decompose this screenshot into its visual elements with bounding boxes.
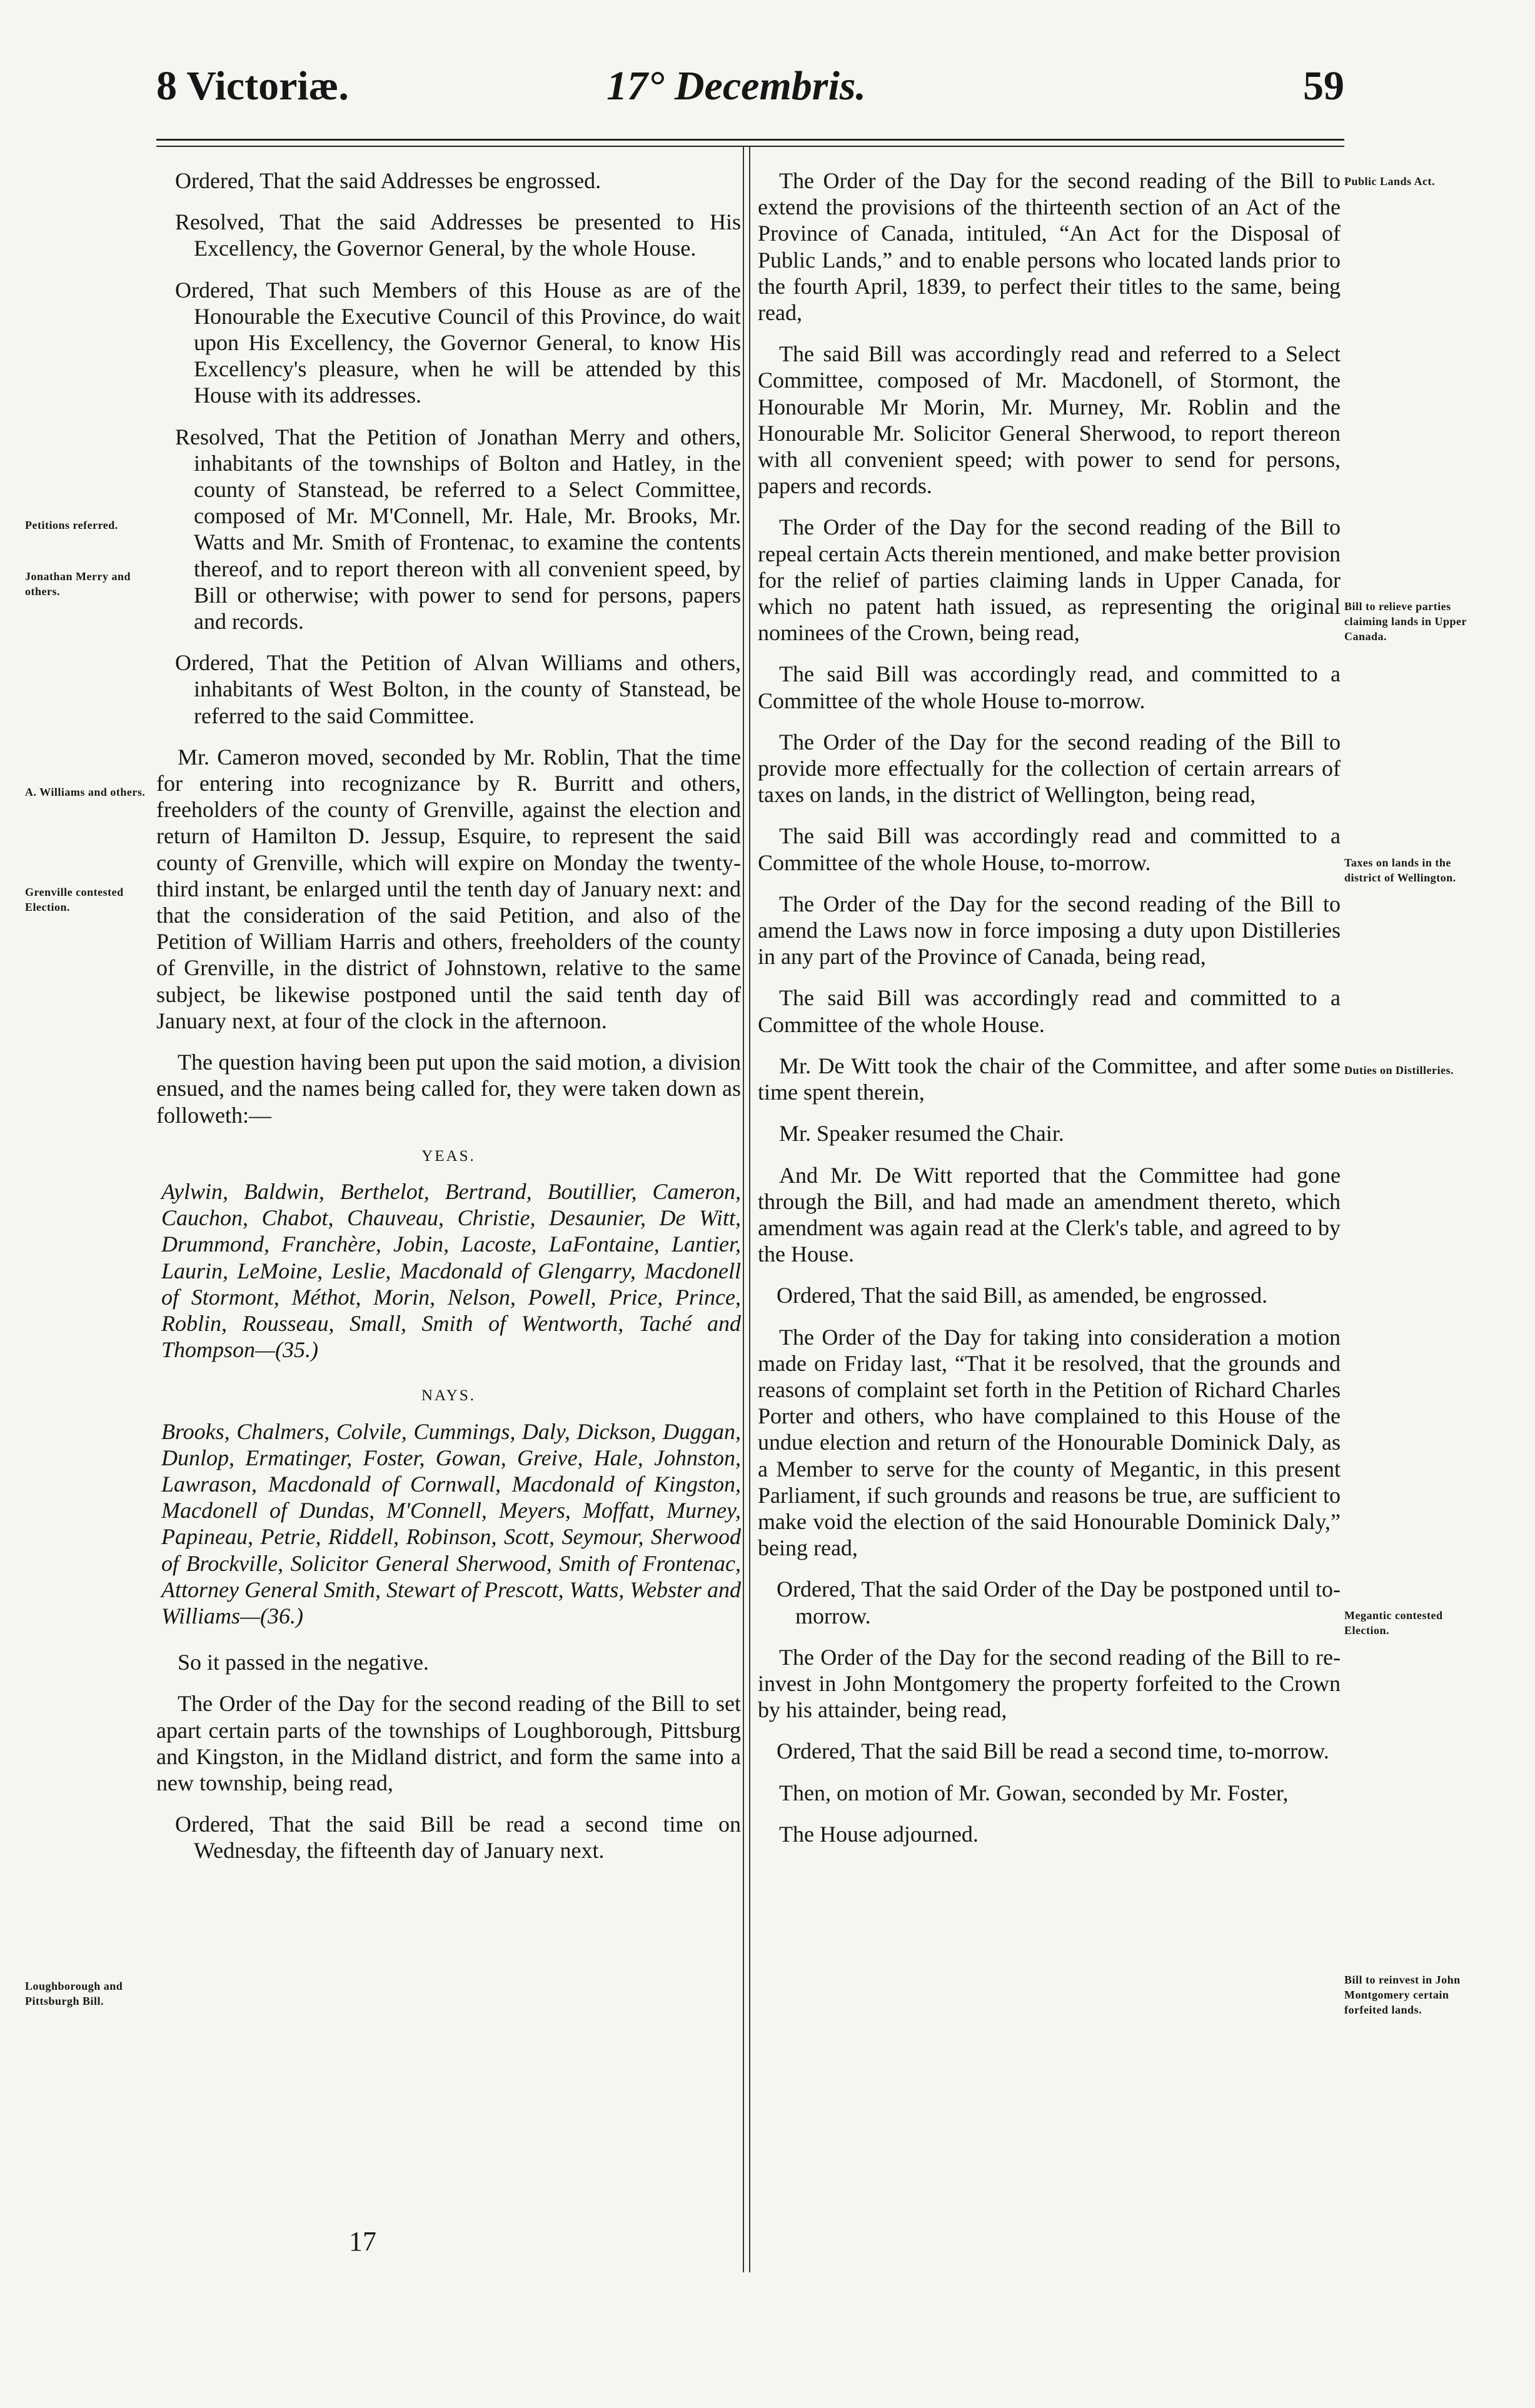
header-rule bbox=[156, 139, 1344, 141]
paragraph: Resolved, That the Petition of Jonathan Merry and others, inhabitants of the townships of Bolton and Hatley, in the county of Stanstead, be referred to a Select Committee, composed of Mr. M'Connell, Mr. Hale, Mr. Brooks, Mr. Watts and Mr. Smith of Frontenac, to examine the contents thereof, and to report thereon with all convenient speed, by Bill or otherwise; with power to send for persons, papers and records. bbox=[175, 424, 741, 635]
margin-note: A. Williams and others. bbox=[25, 786, 146, 798]
margin-note: Petitions referred. bbox=[25, 519, 118, 531]
paragraph: Ordered, That the said Bill be read a second time on Wednesday, the fifteenth day of January next. bbox=[175, 1812, 741, 1864]
margin-note: Jonathan Merry and others. bbox=[25, 570, 131, 598]
page-header bbox=[156, 63, 1344, 131]
margin-note: Loughborough and Pittsburgh Bill. bbox=[25, 1980, 123, 2007]
right-column bbox=[758, 168, 1341, 1862]
paragraph: Then, on motion of Mr. Gowan, seconded by Mr. Foster, bbox=[779, 1780, 1289, 1805]
column-divider bbox=[743, 147, 744, 2272]
paragraph: Ordered, That such Members of this House as are of the Honourable the Executive Council of this Province, do wait upon His Excellency, the Governor General, to know His Excellency's pleasure, when he will be attended by this House with its addresses. bbox=[175, 277, 741, 408]
column-divider bbox=[749, 147, 750, 2272]
paragraph: Mr. Speaker resumed the Chair. bbox=[779, 1121, 1064, 1146]
nays-list: Brooks, Chalmers, Colvile, Cummings, Daly, Dickson, Duggan, Dunlop, Ermatinger, Foster, Gowan, Greive, Hale, Johnston, Lawrason, Macdonald of Cornwall, Macdonald of Kingston, Macdonell of Dundas, M'Connell, Meyers, Moffatt, Murney, Papineau, Petrie, Riddell, Robinson, Scott, Seymour, Sherwood of Brockville, Solicitor General Sherwood, Smith of Frontenac, Attorney General Smith, Stewart of Prescott, Watts, Webster and Williams—(36.) bbox=[161, 1418, 741, 1628]
margin-note: Taxes on lands in the district of Wellington. bbox=[1344, 856, 1456, 884]
paragraph: Resolved, That the said Addresses be presented to His Excellency, the Governor General, by the whole House. bbox=[175, 209, 741, 261]
margin-note: Grenville contested Election. bbox=[25, 886, 124, 913]
paragraph: Mr. De Witt took the chair of the Committee, and after some time spent therein, bbox=[758, 1053, 1341, 1105]
margin-note: Public Lands Act. bbox=[1344, 175, 1436, 188]
paragraph: The Order of the Day for the second reading of the Bill to amend the Laws now in force imposing a duty upon Distilleries in any part of the Province of Canada, being read, bbox=[758, 891, 1341, 970]
paragraph: And Mr. De Witt reported that the Committee had gone through the Bill, and had made an amendment thereto, which amendment was again read at the Clerk's table, and agreed to by the House. bbox=[758, 1162, 1341, 1267]
margin-note: Bill to reinvest in John Montgomery certain forfeited lands. bbox=[1344, 1974, 1461, 2016]
paragraph: The said Bill was accordingly read and committed to a Committee of the whole House. bbox=[758, 985, 1341, 1037]
yeas-heading: YEAS. bbox=[421, 1147, 476, 1165]
paragraph: The said Bill was accordingly read, and committed to a Committee of the whole House to-morrow. bbox=[758, 661, 1341, 713]
nays-heading: NAYS. bbox=[421, 1387, 476, 1405]
paragraph: The said Bill was accordingly read and referred to a Select Committee, composed of Mr. Macdonell, of Stormont, the Honourable Mr Morin, Mr. Murney, Mr. Roblin and the Honourable Mr. Solicitor General Sherwood, to report thereon with all convenient speed; with power to send for persons, papers and records. bbox=[758, 341, 1341, 499]
left-column bbox=[156, 168, 741, 1879]
paragraph: The Order of the Day for the second reading of the Bill to repeal certain Acts therein mentioned, and make better provision for the relief of parties claiming lands in Upper Canada, for which no patent hath issued, as representing the original nominees of the Crown, being read, bbox=[758, 514, 1341, 646]
page-number: 59 bbox=[1303, 63, 1344, 109]
paragraph: The House adjourned. bbox=[779, 1821, 979, 1847]
paragraph: Ordered, That the Petition of Alvan Williams and others, inhabitants of West Bolton, in the county of Stanstead, be referred to the said Committee. bbox=[175, 650, 741, 728]
margin-note: Megantic contested Election. bbox=[1344, 1609, 1443, 1637]
paragraph: So it passed in the negative. bbox=[178, 1650, 429, 1675]
paragraph: The Order of the Day for the second reading of the Bill to re-invest in John Montgomery the property forfeited to the Crown by his attainder, being read, bbox=[758, 1644, 1341, 1723]
header-rule-thin bbox=[156, 146, 1344, 147]
paragraph: The Order of the Day for the second reading of the Bill to extend the provisions of the thirteenth section of an Act of the Province of Canada, intituled, “An Act for the Disposal of Public Lands,” and to enable persons who located lands prior to the fourth April, 1839, to perfect their titles to the same, being read, bbox=[758, 168, 1341, 326]
paragraph: The Order of the Day for the second reading of the Bill to provide more effectually for the collection of certain arrears of taxes on lands, in the district of Wellington, being read, bbox=[758, 729, 1341, 808]
paragraph: The said Bill was accordingly read and committed to a Committee of the whole House, to-morrow. bbox=[758, 823, 1341, 875]
margin-note: Duties on Distilleries. bbox=[1344, 1064, 1454, 1076]
paragraph: Ordered, That the said Order of the Day be postponed until to-morrow. bbox=[777, 1577, 1341, 1628]
paragraph: Mr. Cameron moved, seconded by Mr. Roblin, That the time for entering into recognizance by R. Burritt and others, freeholders of the county of Grenville, against the election and return of Hamilton D. Jessup, Esquire, to represent the said county of Grenville, which will expire on Monday the twenty-third instant, be enlarged until the tenth day of January next: and that the consideration of the said Petition, and also of the Petition of William Harris and others, freeholders of the county of Grenville, in the district of Johnstown, relative to the same subject, be likewise postponed until the said tenth day of January next, at four of the clock in the afternoon. bbox=[156, 744, 741, 1033]
paragraph: The Order of the Day for the second reading of the Bill to set apart certain parts of the townships of Loughborough, Pittsburg and Kingston, in the Midland district, and form the same into a new township, being read, bbox=[156, 1691, 741, 1795]
paragraph: Ordered, That the said Addresses be engrossed. bbox=[175, 168, 601, 193]
paragraph: Ordered, That the said Bill be read a second time, to-morrow. bbox=[777, 1738, 1329, 1764]
regnal-year: 8 Victoriæ. bbox=[156, 63, 349, 109]
page-date: 17° Decembris. bbox=[606, 63, 866, 109]
signature-mark: 17 bbox=[349, 2226, 376, 2257]
paragraph: Ordered, That the said Bill, as amended, be engrossed. bbox=[777, 1283, 1268, 1308]
paragraph: The question having been put upon the said motion, a division ensued, and the names being called for, they were taken down as followeth:— bbox=[156, 1050, 741, 1128]
margin-note: Bill to relieve parties claiming lands in Upper Canada. bbox=[1344, 600, 1467, 643]
yeas-list: Aylwin, Baldwin, Berthelot, Bertrand, Boutillier, Cameron, Cauchon, Chabot, Chauveau, Christie, Desaunier, De Witt, Drummond, Franchère, Jobin, Lacoste, LaFontaine, Lantier, Laurin, LeMoine, Leslie, Macdonald of Glengarry, Macdonell of Stormont, Méthot, Morin, Nelson, Powell, Price, Prince, Roblin, Rousseau, Small, Smith of Wentworth, Taché and Thompson—(35.) bbox=[161, 1178, 741, 1363]
paragraph: The Order of the Day for taking into consideration a motion made on Friday last, “That it be resolved, that the grounds and reasons of complaint set forth in the Petition of Richard Charles Porter and others, who have complained to this House of the undue election and return of the Honourable Dominick Daly, as a Member to serve for the county of Megantic, in this present Parliament, if such grounds and reasons be true, are sufficient to make void the election of the said Honourable Dominick Daly,” being read, bbox=[758, 1324, 1341, 1561]
